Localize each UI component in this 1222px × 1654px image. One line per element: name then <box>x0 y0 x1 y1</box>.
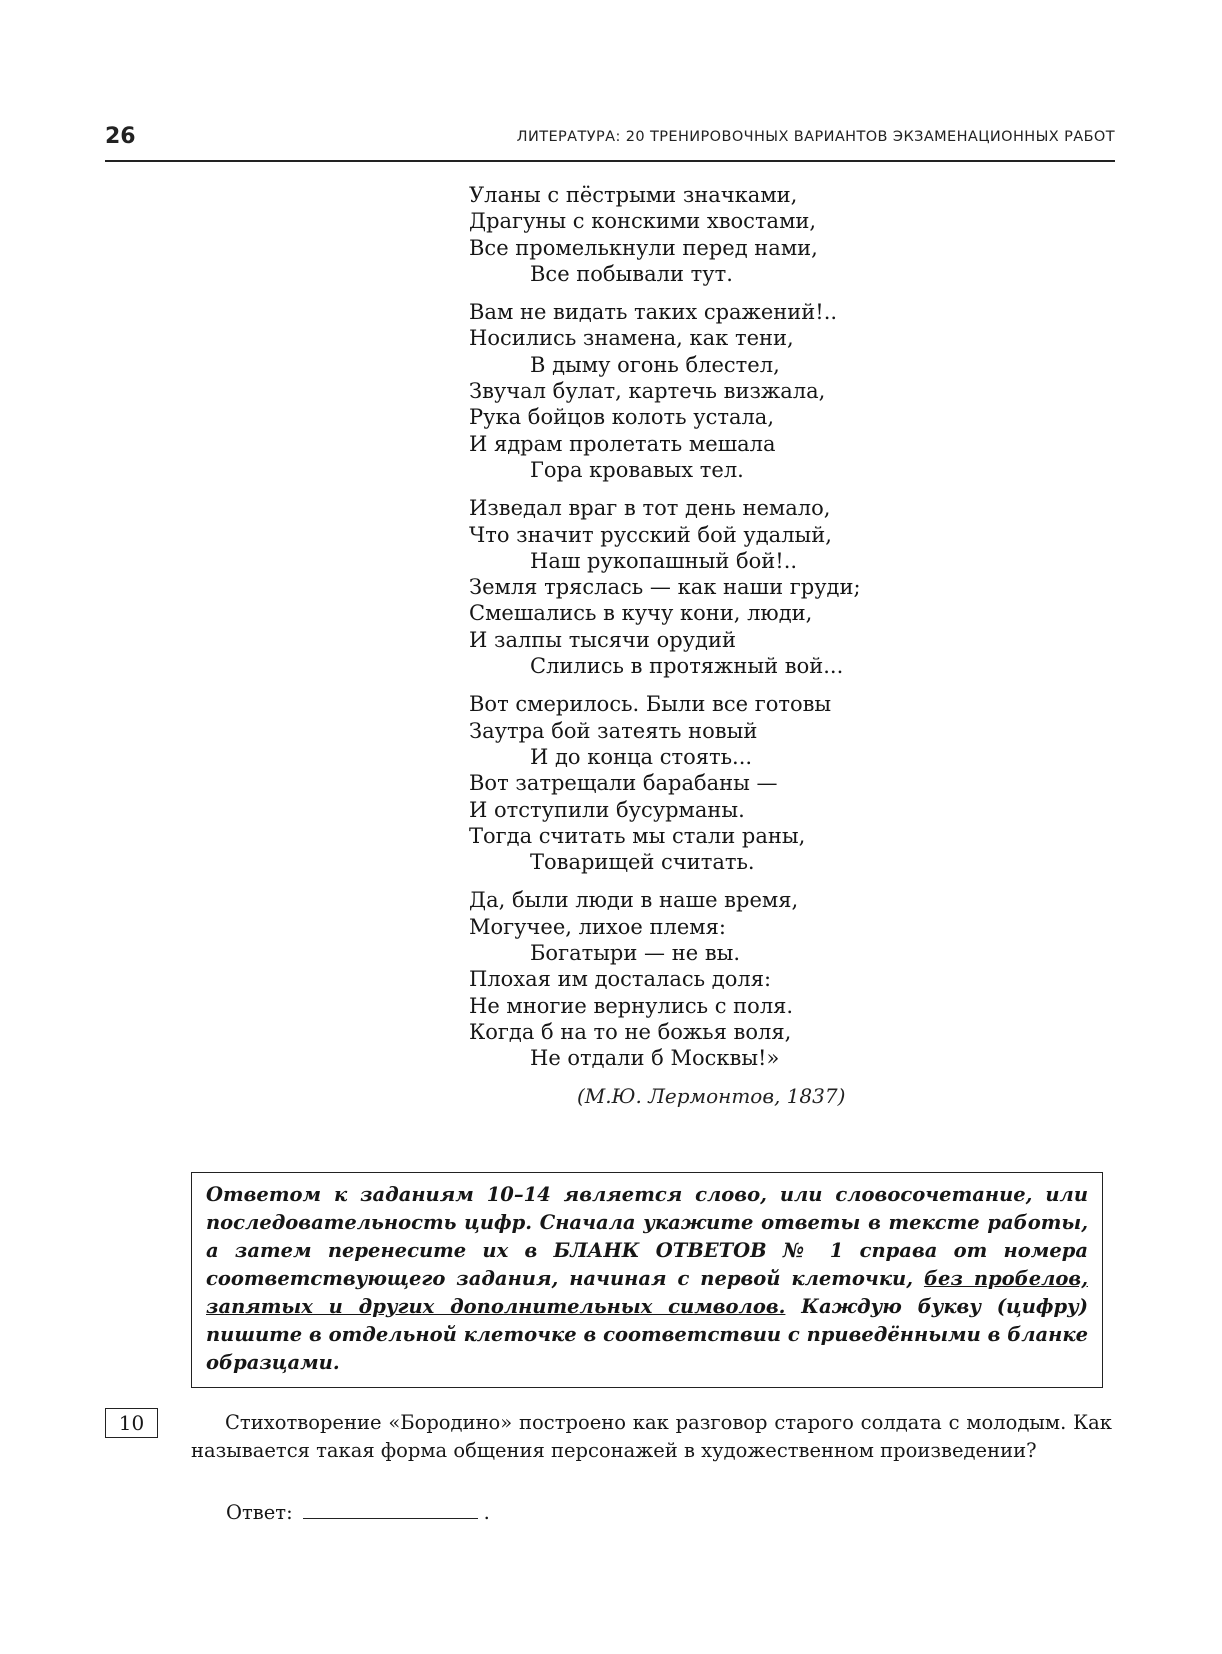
poem-stanza <box>469 691 1029 875</box>
answer-end-mark: . <box>483 1501 490 1524</box>
poem-line: Что значит русский бой удалый, <box>469 522 832 547</box>
poem-line: Вам не видать таких сражений!.. <box>469 300 838 325</box>
poem-line: Не многие вернулись с поля. <box>469 993 794 1018</box>
poem-line: Товарищей считать. <box>530 850 755 875</box>
poem-line: Не отдали б Москвы!» <box>530 1046 780 1071</box>
poem-line: Наш рукопашный бой!.. <box>530 548 798 573</box>
instructions-underlined-text: без пробелов, запятых и других дополнительных символов. <box>206 1267 1088 1318</box>
poem-line: Плохая им досталась доля: <box>469 967 772 992</box>
answer-blank-line[interactable] <box>303 1500 478 1519</box>
poem-line: Смешались в кучу кони, люди, <box>469 601 813 626</box>
poem-line: Уланы с пёстрыми значками, <box>469 183 798 207</box>
poem-line: Рука бойцов колоть устала, <box>469 405 775 430</box>
poem-line: Земля тряслась — как наши груди; <box>469 575 861 600</box>
answer-label: Ответ: <box>226 1501 293 1524</box>
poem-stanzas <box>469 182 1029 1072</box>
poem-line: Гора кровавых тел. <box>530 457 744 482</box>
poem-line: Да, были люди в наше время, <box>469 888 799 913</box>
poem-line: Богатыри — не вы. <box>530 941 741 966</box>
poem-stanza <box>469 887 1029 1071</box>
poem-line: Все побывали тут. <box>530 261 733 286</box>
poem-line: И отступили бусурманы. <box>469 797 745 822</box>
poem-line: Слились в протяжный вой... <box>530 654 844 679</box>
poem-line: И ядрам пролетать мешала <box>469 431 776 456</box>
poem-line: Вот смерилось. Были все готовы <box>469 692 832 717</box>
answer-row <box>226 1500 490 1524</box>
poem-line: Драгуны с конскими хвостами, <box>469 209 817 234</box>
task-number: 10 <box>118 1411 145 1435</box>
poem-line: Изведал враг в тот день немало, <box>469 496 831 521</box>
instructions-text-part1: Ответом к заданиям 10–14 является слово, или словосочетание, или последовательность цифр. Сначала укажите ответы в тексте работы, а затем перенесите их в БЛАНК ОТВЕТОВ № 1 справа от номера соответствующего задания, начиная с первой клеточки, <box>206 1183 1088 1290</box>
poem-signature: (М.Ю. Лермонтов, 1837) <box>577 1083 846 1108</box>
poem-line: Заутра бой затеять новый <box>469 718 758 743</box>
task-question: Стихотворение «Бородино» построено как разговор старого солдата с молодым. Как называется такая форма общения персонажей в художественном произведении? <box>191 1411 1112 1462</box>
running-title: ЛИТЕРАТУРА: 20 ТРЕНИРОВОЧНЫХ ВАРИАНТОВ ЭКЗАМЕНАЦИОННЫХ РАБОТ <box>516 129 1115 145</box>
poem-stanza <box>469 182 1029 287</box>
poem-line: В дыму огонь блестел, <box>530 352 780 377</box>
task-number-box <box>105 1408 158 1438</box>
poem-line: Звучал булат, картечь визжала, <box>469 379 826 404</box>
page-number: 26 <box>105 124 136 149</box>
poem-line: Могучее, лихое племя: <box>469 914 726 939</box>
poem-line: Носились знамена, как тени, <box>469 326 794 351</box>
instructions-text-part2: Каждую букву (цифру) пишите в отдельной клеточке в соответствии с приведёнными в бланке образцами. <box>206 1295 1088 1374</box>
poem-stanza <box>469 495 1029 679</box>
page-header <box>105 120 1115 162</box>
poem-line: Вот затрещали барабаны — <box>469 771 778 796</box>
poem-line: Тогда считать мы стали раны, <box>469 823 806 848</box>
instructions-box <box>191 1172 1103 1388</box>
poem-line: И залпы тысячи орудий <box>469 627 736 652</box>
poem <box>469 182 1029 1108</box>
poem-line: И до конца стоять... <box>530 744 753 769</box>
poem-line: Все промелькнули перед нами, <box>469 235 818 260</box>
poem-line: Когда б на то не божья воля, <box>469 1019 792 1044</box>
poem-stanza <box>469 299 1029 483</box>
